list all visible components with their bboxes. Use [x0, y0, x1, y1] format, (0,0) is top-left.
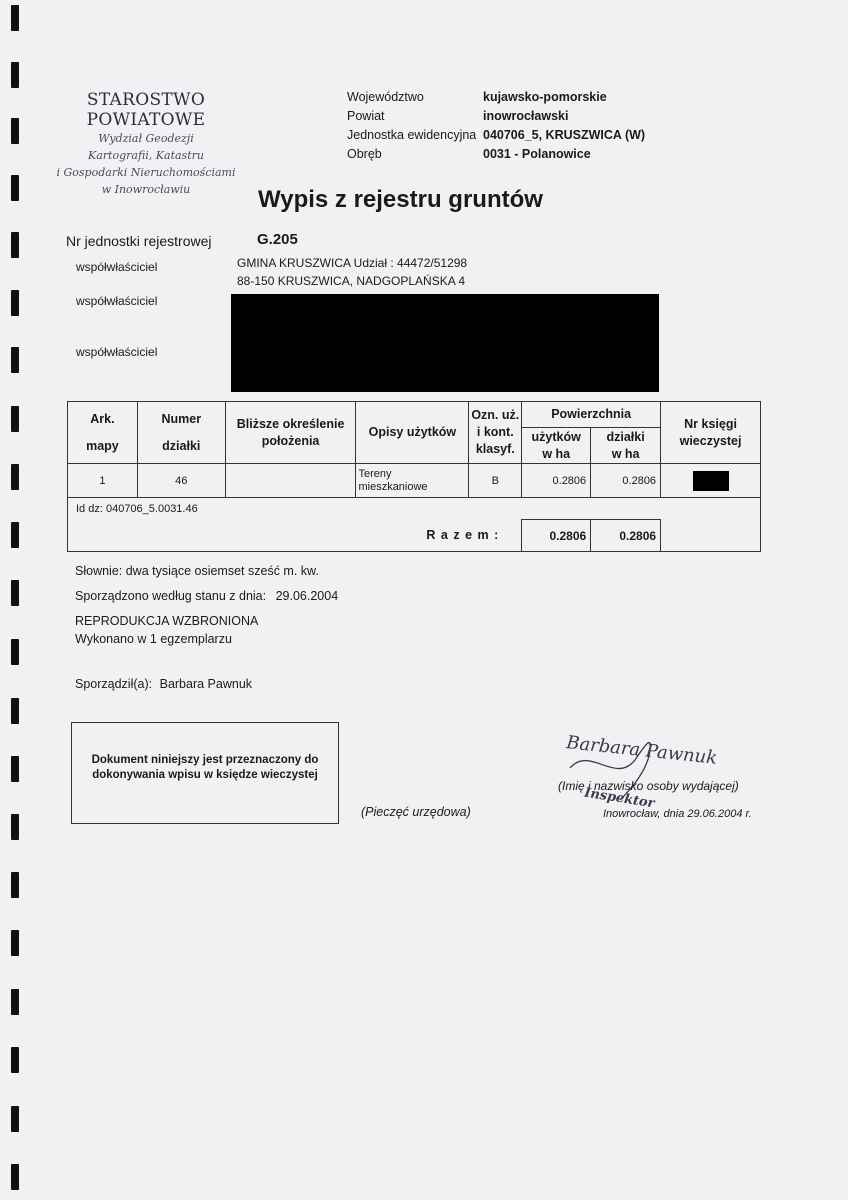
header-uzytkow-line1: użytków: [531, 429, 581, 444]
meta-row-powiat: [347, 107, 645, 126]
razem-empty: [661, 520, 761, 552]
header-ark-line2: mapy: [86, 438, 119, 453]
header-ark-line1: Ark.: [90, 411, 115, 426]
owner-role-3: współwłaściciel: [76, 345, 158, 359]
registry-value: G.205: [257, 231, 298, 248]
meta-value: 0031 - Polanowice: [483, 147, 591, 161]
razem-label: R a z e m :: [68, 520, 522, 552]
wykonano-text: Wykonano w 1 egzemplarzu: [75, 632, 232, 646]
sporzadzono-line: [75, 589, 338, 603]
document-title: Wypis z rejestru gruntów: [258, 186, 543, 213]
place-date: Inowrocław, dnia 29.06.2004 r.: [603, 808, 752, 820]
header-uzytkow-line2: w ha: [542, 446, 571, 461]
header-ozn-line3: klasyf.: [475, 442, 515, 456]
owner-role-2: współwłaściciel: [76, 294, 158, 308]
stamp-line-4: i Gospodarki Nieruchomościami: [56, 166, 236, 179]
reprodukcja-text: REPRODUKCJA WZBRONIONA: [75, 614, 259, 628]
header-dzialki-line2: w ha: [611, 446, 640, 461]
owner-role-1: współwłaściciel: [76, 260, 158, 274]
header-numer-line1: Numer: [161, 411, 202, 426]
header-ark: [68, 402, 138, 464]
meta-label: Obręb: [347, 147, 382, 161]
header-dzialki-line1: działki: [606, 429, 645, 444]
meta-row-wojewodztwo: [347, 88, 645, 107]
table-row: [68, 464, 761, 498]
redaction-block: [231, 294, 659, 392]
signature-caption: (Imię i nazwisko osoby wydającej): [558, 779, 739, 793]
meta-label: Województwo: [347, 90, 424, 104]
notice-text: Dokument niniejszy jest przeznaczony do dokonywania wpisu w księdze wieczystej: [91, 754, 319, 781]
header-ozn: [469, 402, 522, 464]
meta-row-obreb: [347, 145, 645, 164]
cell-opis-line1: Tereny: [358, 467, 392, 480]
cell-uzytkow: 0.2806: [522, 464, 591, 498]
meta-value: inowrocławski: [483, 109, 569, 123]
header-numer-line2: działki: [162, 438, 201, 453]
owner-details-1: [237, 254, 467, 290]
slownie-text: Słownie: dwa tysiące osiemset sześć m. kw.: [75, 564, 319, 578]
cell-ark: 1: [68, 464, 138, 498]
header-opisy: Opisy użytków: [356, 402, 469, 464]
sporzadzil-name: Barbara Pawnuk: [159, 677, 253, 691]
cell-ozn: B: [469, 464, 522, 498]
cell-opis-line2: mieszkaniowe: [358, 480, 428, 493]
cell-blizsze: [225, 464, 356, 498]
header-ksiega-line1: Nr księgi: [684, 416, 737, 431]
meta-value: 040706_5, KRUSZWICA (W): [483, 128, 646, 142]
owner-line-2: 88-150 KRUSZWICA, NADGOPLAŃSKA 4: [237, 274, 466, 288]
cell-opis: [356, 464, 469, 498]
seal-label: (Pieczęć urzędowa): [361, 805, 471, 819]
binder-holes: [0, 0, 30, 1200]
meta-value: kujawsko-pomorskie: [483, 90, 607, 104]
stamp-line-1: STAROSTWO POWIATOWE: [86, 90, 206, 130]
inspektor-stamp: Inspektor: [583, 785, 656, 812]
stamp-line-5: w Inowrocławiu: [101, 183, 191, 196]
stamp-line-2: Wydział Geodezji: [98, 132, 194, 145]
header-ozn-line1: Ozn. uż.: [471, 408, 520, 422]
cell-id-dz: Id dz: 040706_5.0031.46: [68, 498, 761, 520]
stamp-line-3: Kartografii, Katastru: [88, 149, 204, 162]
razem-dzialki: 0.2806: [591, 520, 661, 552]
handwritten-signature: Barbara Pawnuk: [565, 732, 719, 769]
registry-label: Nr jednostki rejestrowej: [66, 233, 212, 249]
header-blizsze: Bliższe określenie położenia: [225, 402, 356, 464]
meta-label: Powiat: [347, 109, 385, 123]
cell-numer: 46: [137, 464, 225, 498]
sporzadzono-date: 29.06.2004: [275, 589, 339, 603]
sporzadzil-label: Sporządził(a):: [75, 677, 153, 691]
sporzadzono-label: Sporządzono według stanu z dnia:: [75, 589, 267, 603]
meta-row-jednostka: [347, 126, 645, 145]
office-stamp: [40, 90, 252, 198]
cell-dzialki: 0.2806: [591, 464, 661, 498]
owner-line-1: GMINA KRUSZWICA Udział : 44472/51298: [237, 256, 468, 270]
header-uzytkow: [522, 428, 591, 464]
header-dzialki-ha: [591, 428, 661, 464]
header-ksiega-line2: wieczystej: [679, 433, 742, 448]
header-numer: [137, 402, 225, 464]
sporzadzil-line: [75, 677, 252, 691]
cell-ksiega: [661, 464, 761, 498]
header-powierzchnia: Powierzchnia: [522, 402, 661, 428]
header-ozn-line2: i kont.: [476, 425, 514, 439]
redaction-block: [693, 471, 729, 491]
razem-uzytkow: 0.2806: [522, 520, 591, 552]
meta-label: Jednostka ewidencyjna: [347, 128, 477, 142]
parcel-table: [67, 401, 761, 552]
header-ksiega: [661, 402, 761, 464]
document-meta: [347, 88, 645, 164]
